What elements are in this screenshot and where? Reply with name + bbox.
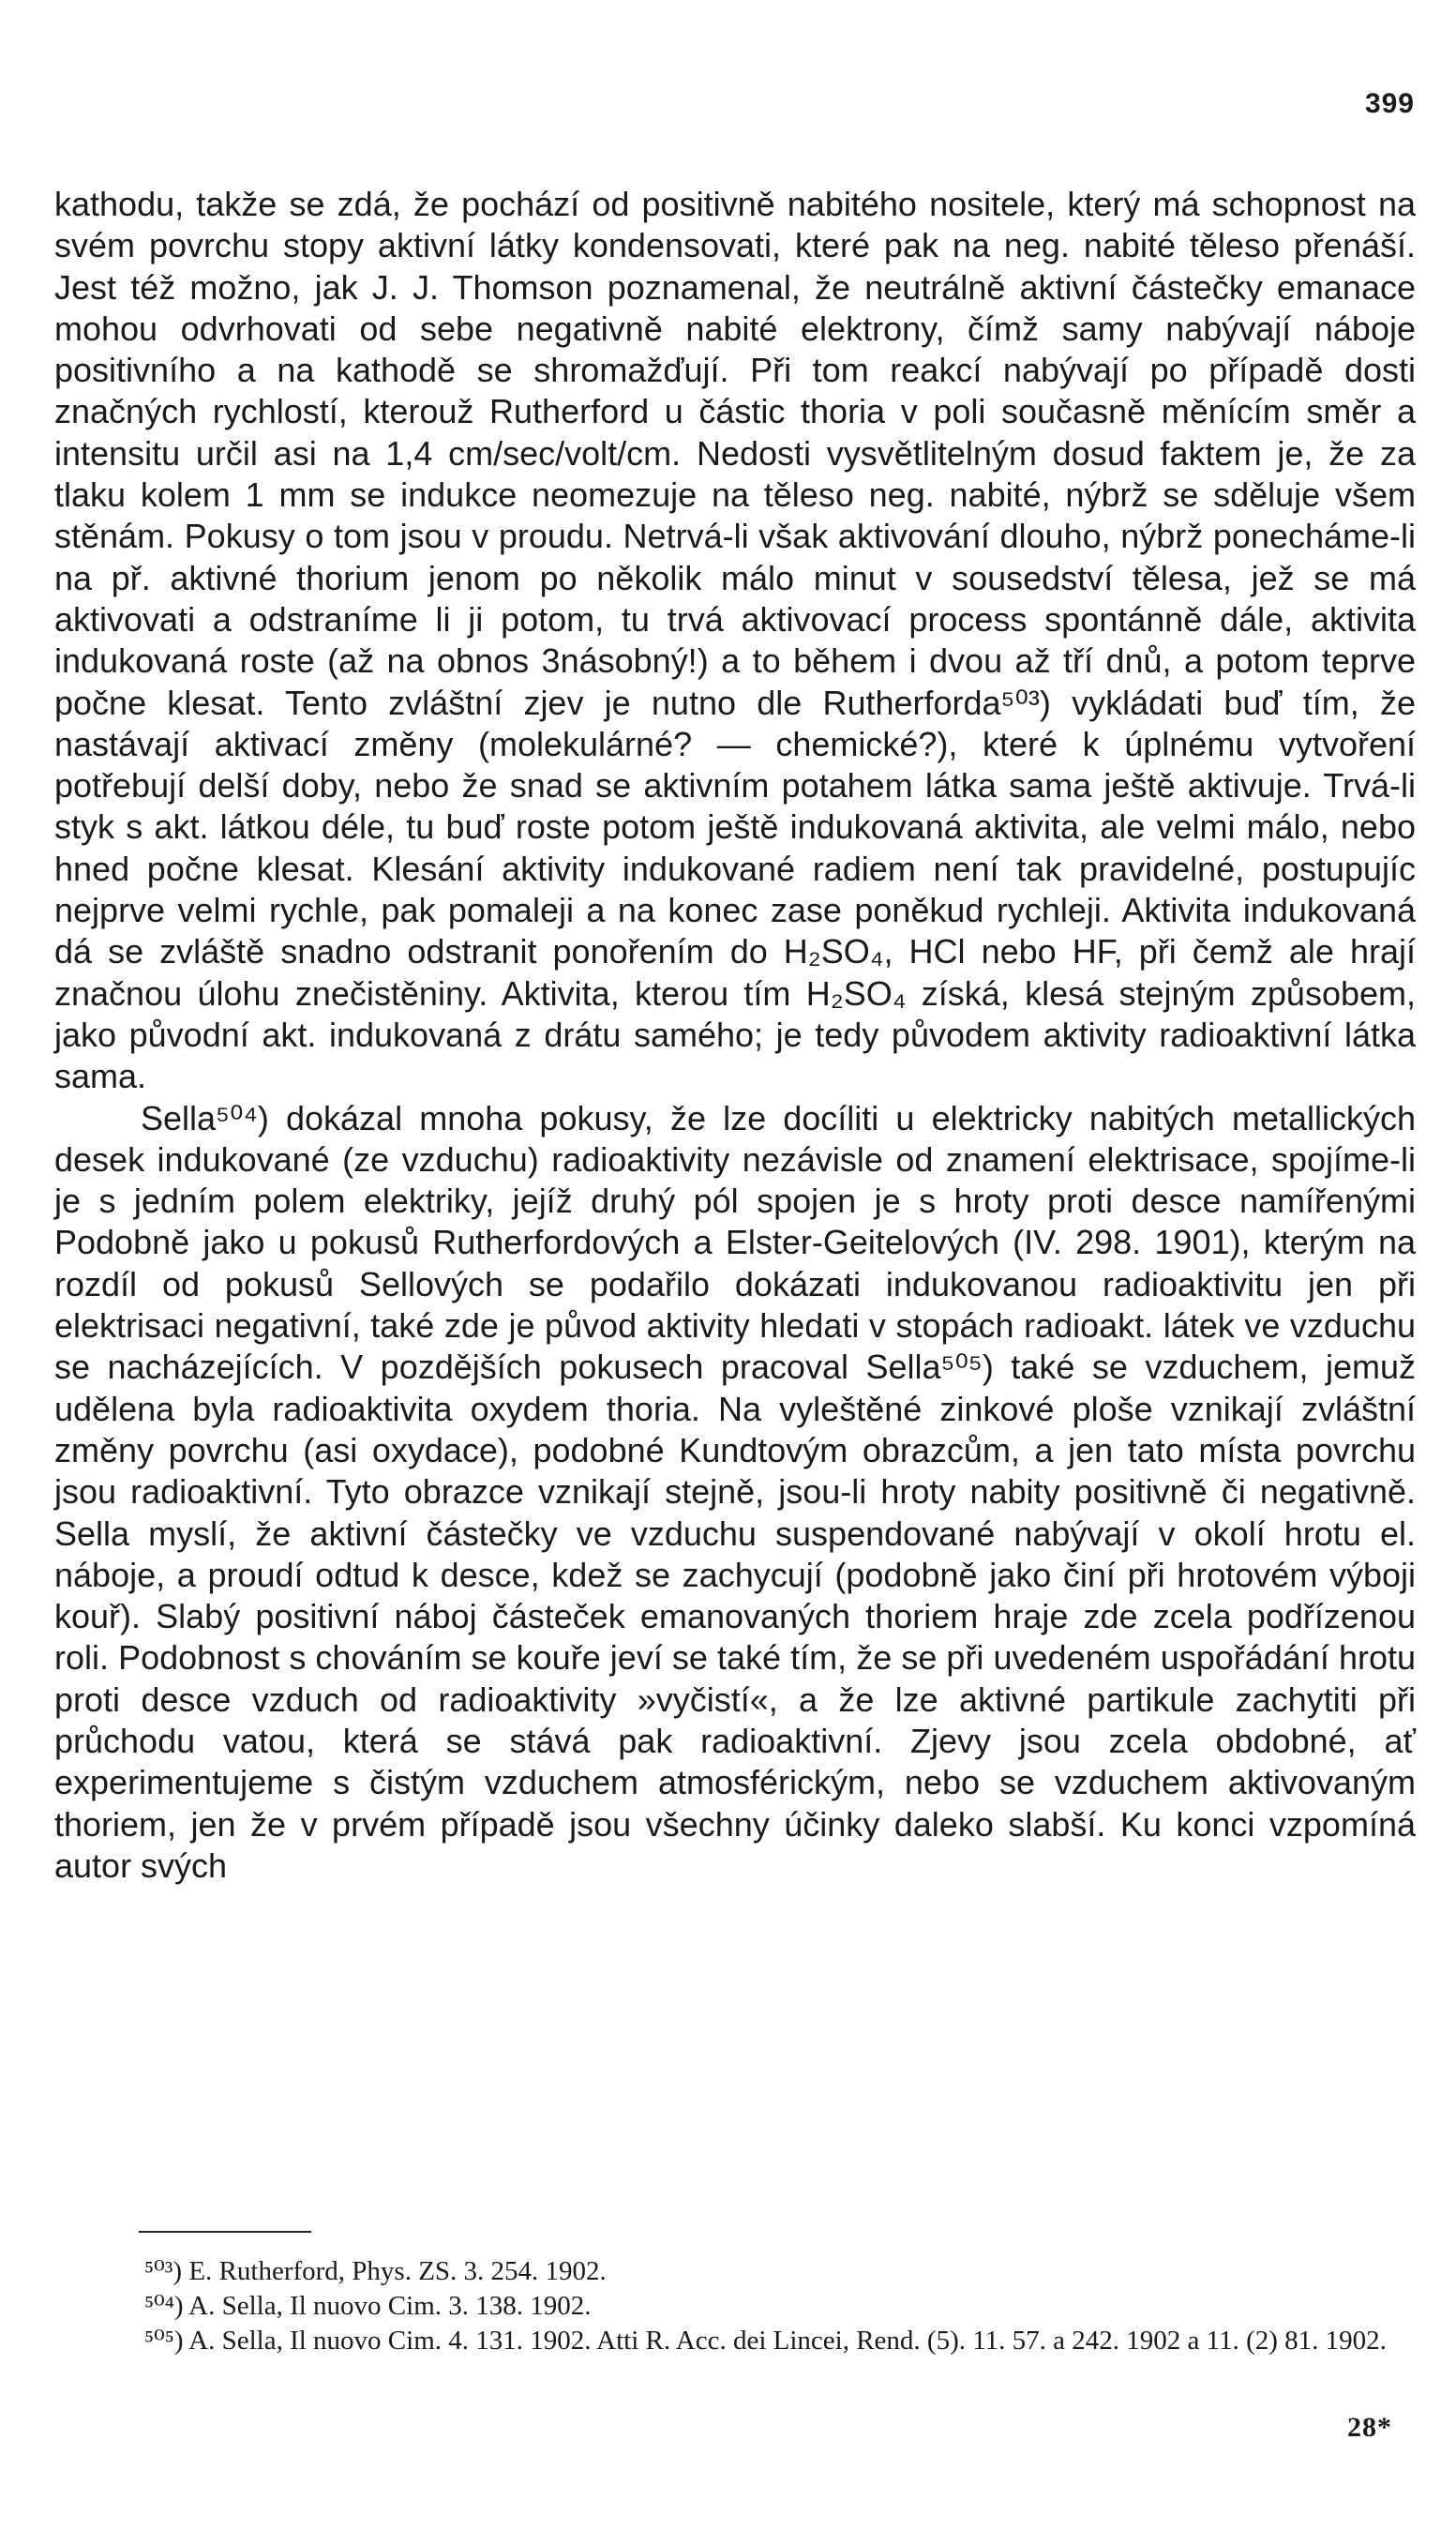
footnote-505: ⁵⁰⁵) A. Sella, Il nuovo Cim. 4. 131. 1902. Atti R. Acc. dei Lincei, Rend. (5). 11. 57. a 242. 1902 a 11. (2) 81. 1902. [144,2326,1387,2356]
footnote-503: ⁵⁰³) E. Rutherford, Phys. ZS. 3. 254. 1902. [144,2256,607,2286]
footnote-504: ⁵⁰⁴) A. Sella, Il nuovo Cim. 3. 138. 1902. [144,2291,592,2321]
signature-mark: 28* [1347,2412,1392,2443]
body-text [54,184,1416,1887]
paragraph-2: Sella⁵⁰⁴) dokázal mnoha pokusy, že lze docíliti u elektricky nabitých metallických desek indukované (ze vzduchu) radioaktivity nezávisle od znamení elektrisace, spojíme-li je s jedním polem elektriky, jejíž druhý pól spojen je s hroty proti desce namířenými Podobně jako u pokusů Rutherfordových a Elster-Geitelových (IV. 298. 1901), kterým na rozdíl od pokusů Sellových se podařilo dokázati indukovanou radioaktivitu jen při elektrisaci negativní, také zde je původ aktivity hledati v stopách radioakt. látek ve vzduchu se nacházejících. V pozdějších pokusech pracoval Sella⁵⁰⁵) také se vzduchem, jemuž udělena byla radioaktivita oxydem thoria. Na vyleštěné zinkové ploše vznikají zvláštní změny povrchu (asi oxydace), podobné Kundtovým obrazcům, a jen tato místa povrchu jsou radioaktivní. Tyto obrazce vznikají stejně, jsou-li hroty nabity positivně či negativně. Sella myslí, že aktivní částečky ve vzduchu suspendované nabývají v okolí hrotu el. náboje, a proudí odtud k desce, kdež se zachycují (podobně jako činí při hrotovém výboji kouř). Slabý positivní náboj částeček emanovaných thoriem hraje zde zcela podřízenou roli. Podobnost s chováním se kouře jeví se také tím, že se při uvedeném uspořádání hrotu proti desce vzduch od radioaktivity »vyčistí«, a že lze aktivné partikule zachytiti při průchodu vatou, která se stává pak radioaktivní. Zjevy jsou zcela obdobné, ať experimentujeme s čistým vzduchem atmosférickým, nebo se vzduchem aktivovaným thoriem, jen že v prvém případě jsou všechny účinky daleko slabší. Ku konci vzpomíná autor svých [54,1098,1416,1885]
paragraph-1: kathodu, takže se zdá, že pochází od positivně nabitého nositele, který má schopnost na svém povrchu stopy aktivní látky kondensovati, které pak na neg. nabité těleso přenáší. Jest též možno, jak J. J. Thomson poznamenal, že neutrálně aktivní částečky emanace mohou odvrhovati od sebe negativně nabité elektrony, čímž samy nabývají náboje positivního a na kathodě se shromažďují. Při tom reakcí nabývají po případě dosti značných rychlostí, kterouž Rutherford u částic thoria v poli současně měnícím směr a intensitu určil asi na 1,4 cm/sec/volt/cm. Nedosti vysvětlitelným dosud faktem je, že za tlaku kolem 1 mm se indukce neomezuje na těleso neg. nabité, nýbrž se sděluje všem stěnám. Pokusy o tom jsou v proudu. Netrvá-li však aktivování dlouho, nýbrž ponecháme-li na př. aktivné thorium jenom po několik málo minut v sousedství tělesa, jež se má aktivovati a odstraníme li ji potom, tu trvá aktivovací process spontánně dále, aktivita indukovaná roste (až na obnos 3násobný!) a to během i dvou až tří dnů, a potom teprve počne klesat. Tento zvláštní zjev je nutno dle Rutherforda⁵⁰³) vykládati buď tím, že nastávají aktivací změny (molekulárné? — chemické?), které k úplnému vytvoření potřebují delší doby, nebo že snad se aktivním potahem látka sama ještě aktivuje. Trvá-li styk s akt. látkou déle, tu buď roste potom ještě indukovaná aktivita, ale velmi málo, nebo hned počne klesat. Klesání aktivity indukované radiem není tak pravidelné, postupujíc nejprve velmi rychle, pak pomaleji a na konec zase poněkud rychleji. Aktivita indukovaná dá se zvláště snadno odstranit ponořením do H₂SO₄, HCl nebo HF, při čemž ale hrají značnou úlohu znečistěniny. Aktivita, kterou tím H₂SO₄ získá, klesá stejným způsobem, jako původní akt. indukovaná z drátu samého; je tedy původem aktivity radioaktivní látka sama. [54,185,1416,1096]
footnote-divider [139,2231,311,2233]
footnotes [54,2254,1416,2358]
page-number: 399 [1364,88,1415,119]
